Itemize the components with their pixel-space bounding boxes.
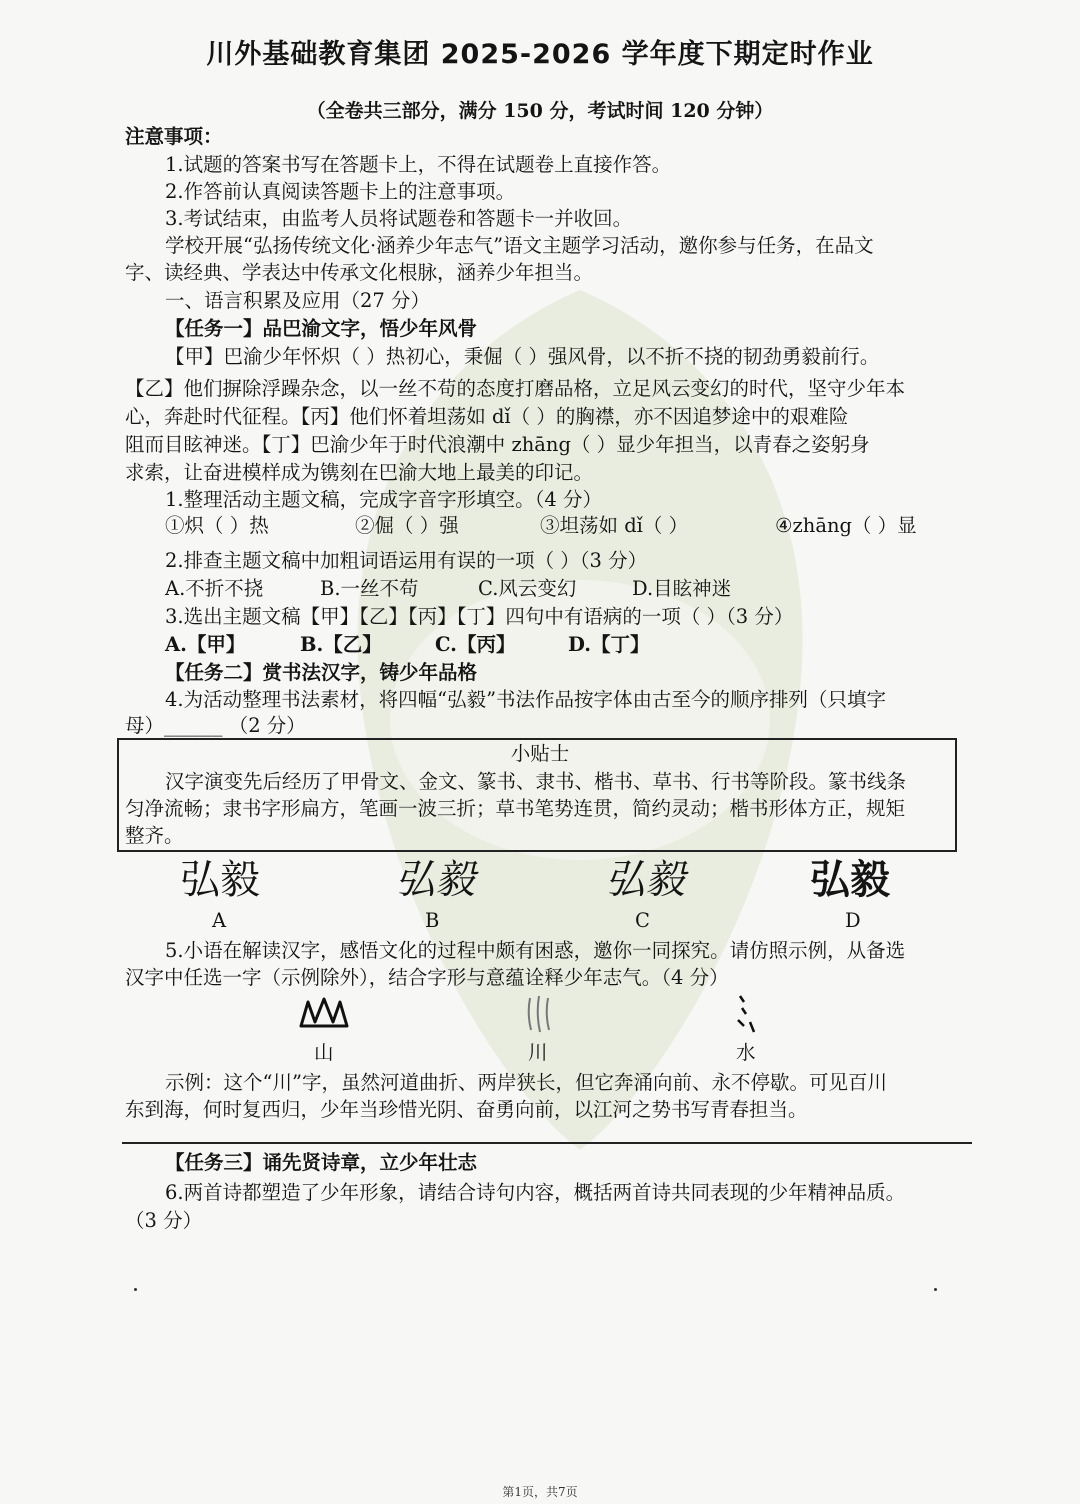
blank-2: ②倔（ ）强 (355, 514, 459, 537)
question-6: 6.两首诗都塑造了少年形象，请结合诗句内容，概括两首诗共同表现的少年精神品质。 (165, 1181, 906, 1204)
calligraphy-d: 弘毅 (810, 857, 890, 903)
speck (134, 1288, 137, 1291)
option-a: A.不折不挠 (165, 577, 264, 600)
question-5: 汉字中任选一字（示例除外），结合字形与意蕴诠释少年志气。（4 分） (125, 966, 729, 989)
glyph-label-chuan: 川 (528, 1041, 548, 1064)
exam-info: （全卷共三部分，满分 150 分，考试时间 120 分钟） (306, 100, 774, 122)
intro-line: 字、读经典、学表达中传承文化根脉，涵养少年担当。 (125, 261, 594, 284)
tip-line: 汉字演变先后经历了甲骨文、金文、篆书、隶书、楷书、草书、行书等阶段。篆书线条 (165, 770, 907, 793)
blank-1: ①炽（ ）热 (165, 514, 269, 537)
blank-3: ③坦荡如 dǐ（ ） (540, 514, 689, 537)
blank-4: ④zhāng（ ）显 (775, 514, 917, 537)
page-title: 川外基础教育集团 2025-2026 学年度下期定时作业 (206, 39, 874, 70)
tip-title: 小贴士 (510, 742, 570, 765)
label-b: B (425, 909, 440, 932)
notice-heading: 注意事项： (125, 125, 223, 148)
question-4: 4.为活动整理书法素材，将四幅“弘毅”书法作品按字体由古至今的顺序排列（只填字 (165, 688, 887, 711)
oracle-chuan-glyph (524, 994, 554, 1034)
notice-item: 3.考试结束，由监考人员将试题卷和答题卡一并收回。 (165, 207, 633, 230)
intro-line: 学校开展“弘扬传统文化·涵养少年志气”语文主题学习活动，邀你参与任务，在品文 (165, 234, 874, 257)
passage-line: 【甲】巴渝少年怀炽（ ）热初心，秉倔（ ）强风骨，以不折不挠的韧劲勇毅前行。 (165, 345, 880, 368)
task3-heading: 【任务三】诵先贤诗章，立少年壮志 (165, 1151, 478, 1174)
passage-line: 心，奔赴时代征程。【丙】他们怀着坦荡如 dǐ（ ）的胸襟，亦不因追梦途中的艰难险 (125, 405, 849, 428)
question-1: 1.整理活动主题文稿，完成字音字形填空。（4 分） (165, 488, 602, 511)
page-number: 第1页，共7页 (502, 1485, 578, 1499)
task2-heading: 【任务二】赏书法汉字，铸少年品格 (165, 661, 478, 684)
question-4: 母）______ （2 分） (125, 714, 306, 737)
passage-line: 求索，让奋进模样成为镌刻在巴渝大地上最美的印记。 (125, 461, 594, 484)
option-c: C.【丙】 (435, 633, 516, 656)
task1-heading: 【任务一】品巴渝文字，悟少年风骨 (165, 317, 478, 340)
passage-line: 【乙】他们摒除浮躁杂念，以一丝不苟的态度打磨品格，立足风云变幻的时代，坚守少年本 (125, 377, 906, 400)
option-b: B.【乙】 (300, 633, 382, 656)
glyph-label-shui: 水 (736, 1041, 756, 1064)
tip-line: 匀净流畅；隶书字形扁方，笔画一波三折；草书笔势连贯，简约灵动；楷书形体方正，规矩 (125, 797, 906, 820)
label-d: D (845, 909, 861, 932)
calligraphy-b: 弘毅 (395, 857, 475, 903)
oracle-shui-glyph (728, 992, 760, 1036)
divider (122, 1142, 972, 1144)
tip-line: 整齐。 (125, 824, 184, 847)
notice-item: 2.作答前认真阅读答题卡上的注意事项。 (165, 180, 516, 203)
label-c: C (635, 909, 650, 932)
option-c: C.风云变幻 (478, 577, 577, 600)
passage-line: 阻而目眩神迷。【丁】巴渝少年于时代浪潮中 zhāng（ ）显少年担当，以青春之姿躬身 (125, 433, 870, 456)
example-line: 东到海，何时复西归，少年当珍惜光阴、奋勇向前，以江河之势书写青春担当。 (125, 1098, 808, 1121)
calligraphy-a: 弘毅 (180, 857, 260, 903)
example-line: 示例：这个“川”字，虽然河道曲折、两岸狭长，但它奔涌向前、永不停歇。可见百川 (165, 1071, 887, 1094)
question-5: 5.小语在解读汉字，感悟文化的过程中颇有困惑，邀你一同探究。请仿照示例，从备选 (165, 939, 906, 962)
oracle-shan-glyph (298, 996, 350, 1030)
section-heading: 一、语言积累及应用（27 分） (165, 289, 431, 312)
option-d: D.【丁】 (568, 633, 650, 656)
label-a: A (212, 909, 227, 932)
question-3: 3.选出主题文稿【甲】【乙】【丙】【丁】四句中有语病的一项（ ）（3 分） (165, 605, 794, 628)
option-a: A.【甲】 (165, 633, 246, 656)
question-2: 2.排查主题文稿中加粗词语运用有误的一项（ ）（3 分） (165, 549, 648, 572)
option-d: D.目眩神迷 (632, 577, 732, 600)
option-b: B.一丝不苟 (320, 577, 419, 600)
glyph-label-shan: 山 (314, 1041, 334, 1064)
speck (934, 1288, 937, 1291)
calligraphy-c: 弘毅 (605, 857, 685, 903)
question-6: （3 分） (125, 1209, 203, 1232)
notice-item: 1.试题的答案书写在答题卡上，不得在试题卷上直接作答。 (165, 153, 672, 176)
